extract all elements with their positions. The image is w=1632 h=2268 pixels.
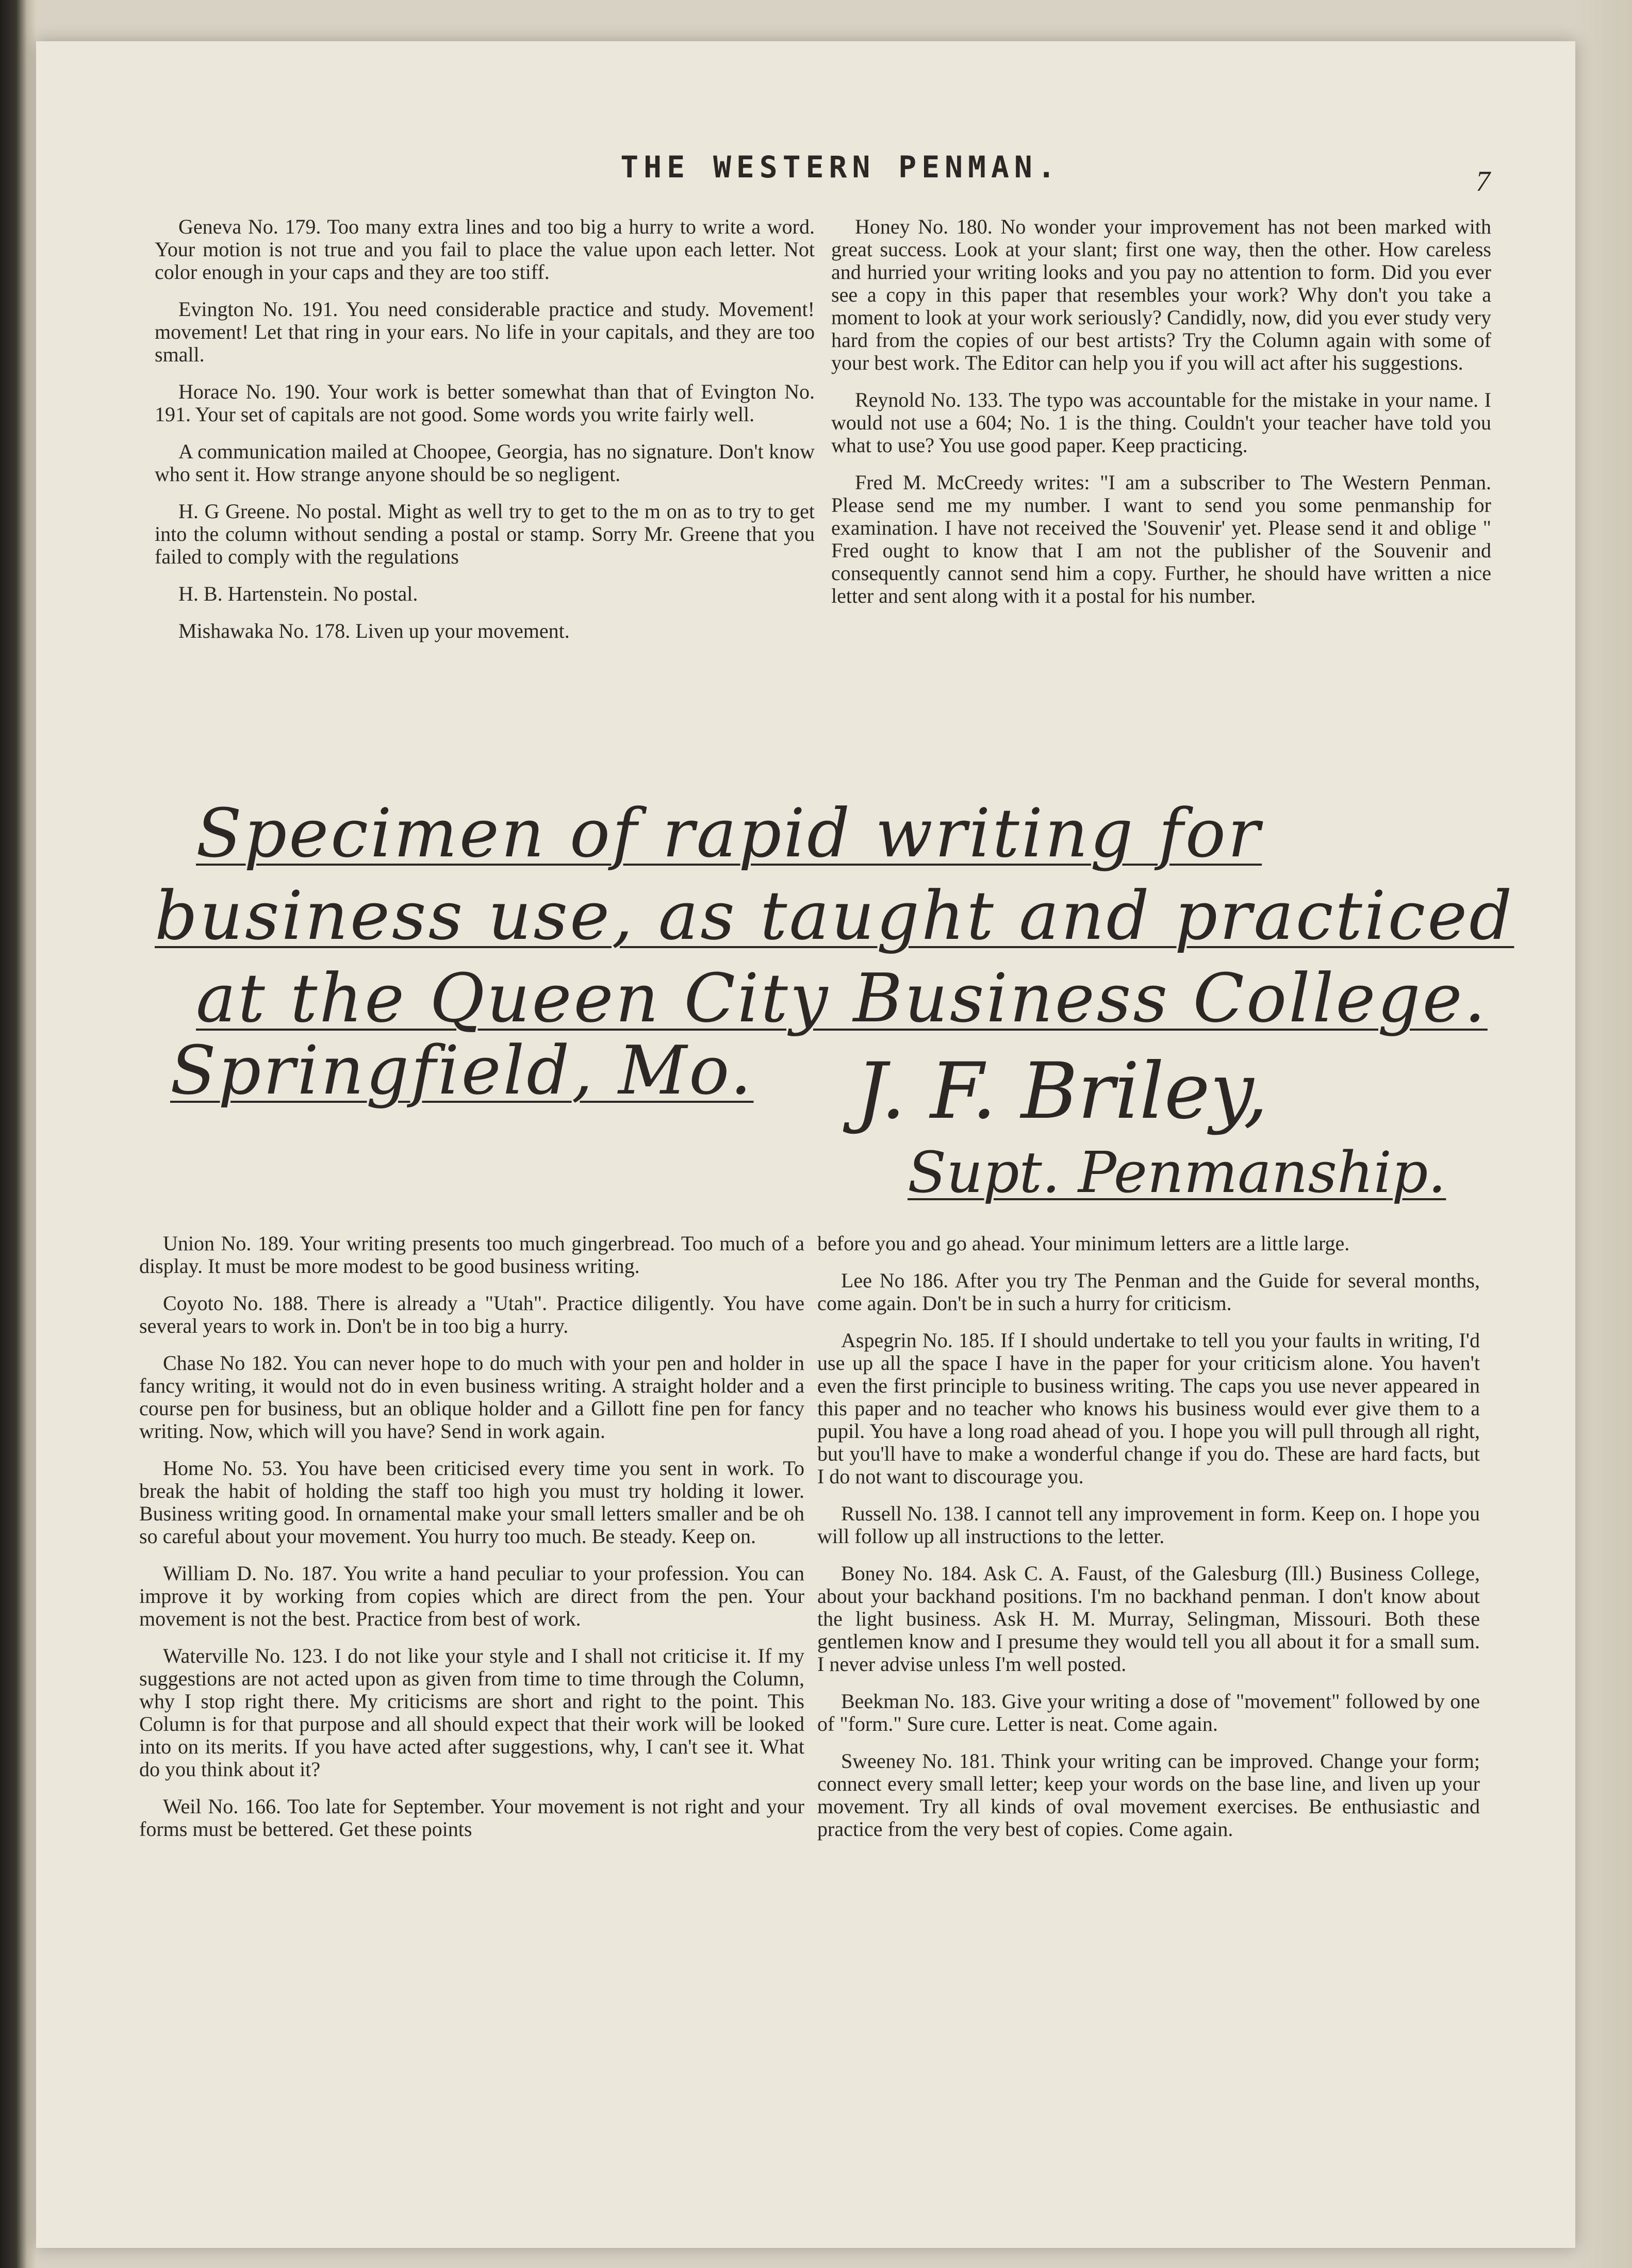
signature: J. F. Briley, — [856, 1047, 1268, 1136]
page-edge — [1575, 0, 1632, 2268]
signature-title: Supt. Penmanship. — [908, 1139, 1446, 1205]
paragraph: Reynold No. 133. The typo was accountable for the mistake in your name. I would not use a 604; No. 1 is the thing. Couldn't your teacher have told you what to use? You use good paper. Keep practicing. — [831, 388, 1491, 457]
masthead: THE WESTERN PENMAN. — [620, 150, 1061, 185]
specimen-line: at the Queen City Business College. — [196, 959, 1488, 1037]
page-number: 7 — [1476, 165, 1490, 197]
specimen-line: Specimen of rapid writing for — [196, 794, 1262, 872]
paragraph: Beekman No. 183. Give your writing a dose of "movement" followed by one of "form." Sure cure. Letter is neat. Come again. — [817, 1690, 1480, 1735]
column-bottom-left — [139, 1232, 804, 1855]
paragraph: Aspegrin No. 185. If I should undertake to tell you your faults in writing, I'd use up all the space I have in the paper for your criticism alone. You haven't even the first principle to business writing. The caps you use never appeared in this paper and no teacher who knows his business would ever give them to a pupil. You have a long road ahead of you. I hope you will pull through all right, but you'll have to make a wonderful change if you do. These are hard facts, but I do not want to discourage you. — [817, 1329, 1480, 1488]
paragraph: Horace No. 190. Your work is better somewhat than that of Evington No. 191. Your set of capitals are not good. Some words you write fairly well. — [155, 380, 815, 426]
handwriting-specimen — [155, 794, 1514, 1227]
specimen-line: business use, as taught and practiced — [155, 876, 1514, 955]
book-binding — [0, 0, 36, 2268]
paragraph: Russell No. 138. I cannot tell any improvement in form. Keep on. I hope you will follow up all instructions to the letter. — [817, 1502, 1480, 1548]
paragraph: William D. No. 187. You write a hand peculiar to your profession. You can improve it by working from copies which are direct from the pen. Your movement is not the best. Practice from best of work. — [139, 1562, 804, 1630]
paragraph: Coyoto No. 188. There is already a "Utah". Practice diligently. You have several years to work in. Don't be in too big a hurry. — [139, 1292, 804, 1337]
paragraph: before you and go ahead. Your minimum letters are a little large. — [817, 1232, 1350, 1255]
paragraph: Boney No. 184. Ask C. A. Faust, of the Galesburg (Ill.) Business College, about your backhand positions. I'm no backhand penman. I don't know about the light business. Ask H. M. Murray, Selingman, Missouri. Both these gentlemen know and I presume they would tell you all about it for a small sum. I never advise unless I'm well posted. — [817, 1562, 1480, 1676]
paragraph: H. B. Hartenstein. No postal. — [178, 582, 418, 605]
paragraph: Lee No 186. After you try The Penman and the Guide for several months, come again. Don't be in such a hurry for criticism. — [817, 1269, 1480, 1315]
paragraph: Fred M. McCreedy writes: "I am a subscriber to The Western Penman. Please send me my number. I want to send you some penmanship for examination. I have not received the 'Souvenir' yet. Please send it and oblige " Fred ought to know that I am not the publisher of the Souvenir and consequently cannot send him a copy. Further, he should have written a nice letter and sent along with it a postal for his number. — [831, 471, 1491, 607]
paragraph: Waterville No. 123. I do not like your style and I shall not criticise it. If my suggestions are not acted upon as given from time to time through the Column, why I stop right there. My criticisms are short and right to the point. This Column is for that purpose and all should expect that their work will be looked into on its merits. If you have acted after suggestions, why, I can't see it. What do you think about it? — [139, 1644, 804, 1781]
paragraph: Honey No. 180. No wonder your improvement has not been marked with great success. Look at your slant; first one way, then the other. How careless and hurried your writing looks and you pay no attention to form. Did you ever see a copy in this paper that resembles your work? Why don't you take a moment to look at your work seriously? Candidly, now, did you ever study very hard from the copies of our best artists? Try the Column again with some of your best work. The Editor can help you if you will act after his suggestions. — [831, 215, 1491, 374]
paragraph: Weil No. 166. Too late for September. Your movement is not right and your forms must be bettered. Get these points — [139, 1795, 804, 1841]
specimen-line: Springfield, Mo. — [170, 1031, 754, 1110]
column-top-right — [831, 216, 1491, 622]
paragraph: Geneva No. 179. Too many extra lines and too big a hurry to write a word. Your motion is not true and you fail to place the value upon each letter. Not color enough in your caps and they are too stiff. — [155, 215, 815, 284]
paragraph: Home No. 53. You have been criticised every time you sent in work. To break the habit of holding the staff too high you must try holding it lower. Business writing good. In ornamental make your small letters smaller and be oh so careful about your movement. You hurry too much. Be steady. Keep on. — [139, 1456, 804, 1548]
paragraph: Mishawaka No. 178. Liven up your movement. — [178, 619, 570, 642]
paragraph: Union No. 189. Your writing presents too much gingerbread. Too much of a display. It must be more modest to be good business writing. — [139, 1232, 804, 1278]
paragraph: Sweeney No. 181. Think your writing can be improved. Change your form; connect every small letter; keep your words on the base line, and liven up your movement. Try all kinds of oval movement exercises. Be enthusiastic and practice from the very best of copies. Come again. — [817, 1749, 1480, 1841]
paragraph: A communication mailed at Choopee, Georgia, has no signature. Don't know who sent it. How strange anyone should be so negligent. — [155, 440, 815, 486]
paragraph: H. G Greene. No postal. Might as well try to get to the m on as to try to get into the column without sending a postal or stamp. Sorry Mr. Greene that you failed to comply with the regulations — [155, 500, 815, 568]
column-bottom-right — [817, 1232, 1480, 1855]
paragraph: Evington No. 191. You need considerable practice and study. Movement! movement! Let that ring in your ears. No life in your capitals, and they are too small. — [155, 297, 815, 366]
paragraph: Chase No 182. You can never hope to do much with your pen and holder in fancy writing, it would not do in even business writing. A straight holder and a course pen for business, but an oblique holder and a Gillott fine pen for fancy writing. Now, which will you have? Send in work again. — [139, 1351, 804, 1443]
column-top-left — [155, 216, 815, 657]
